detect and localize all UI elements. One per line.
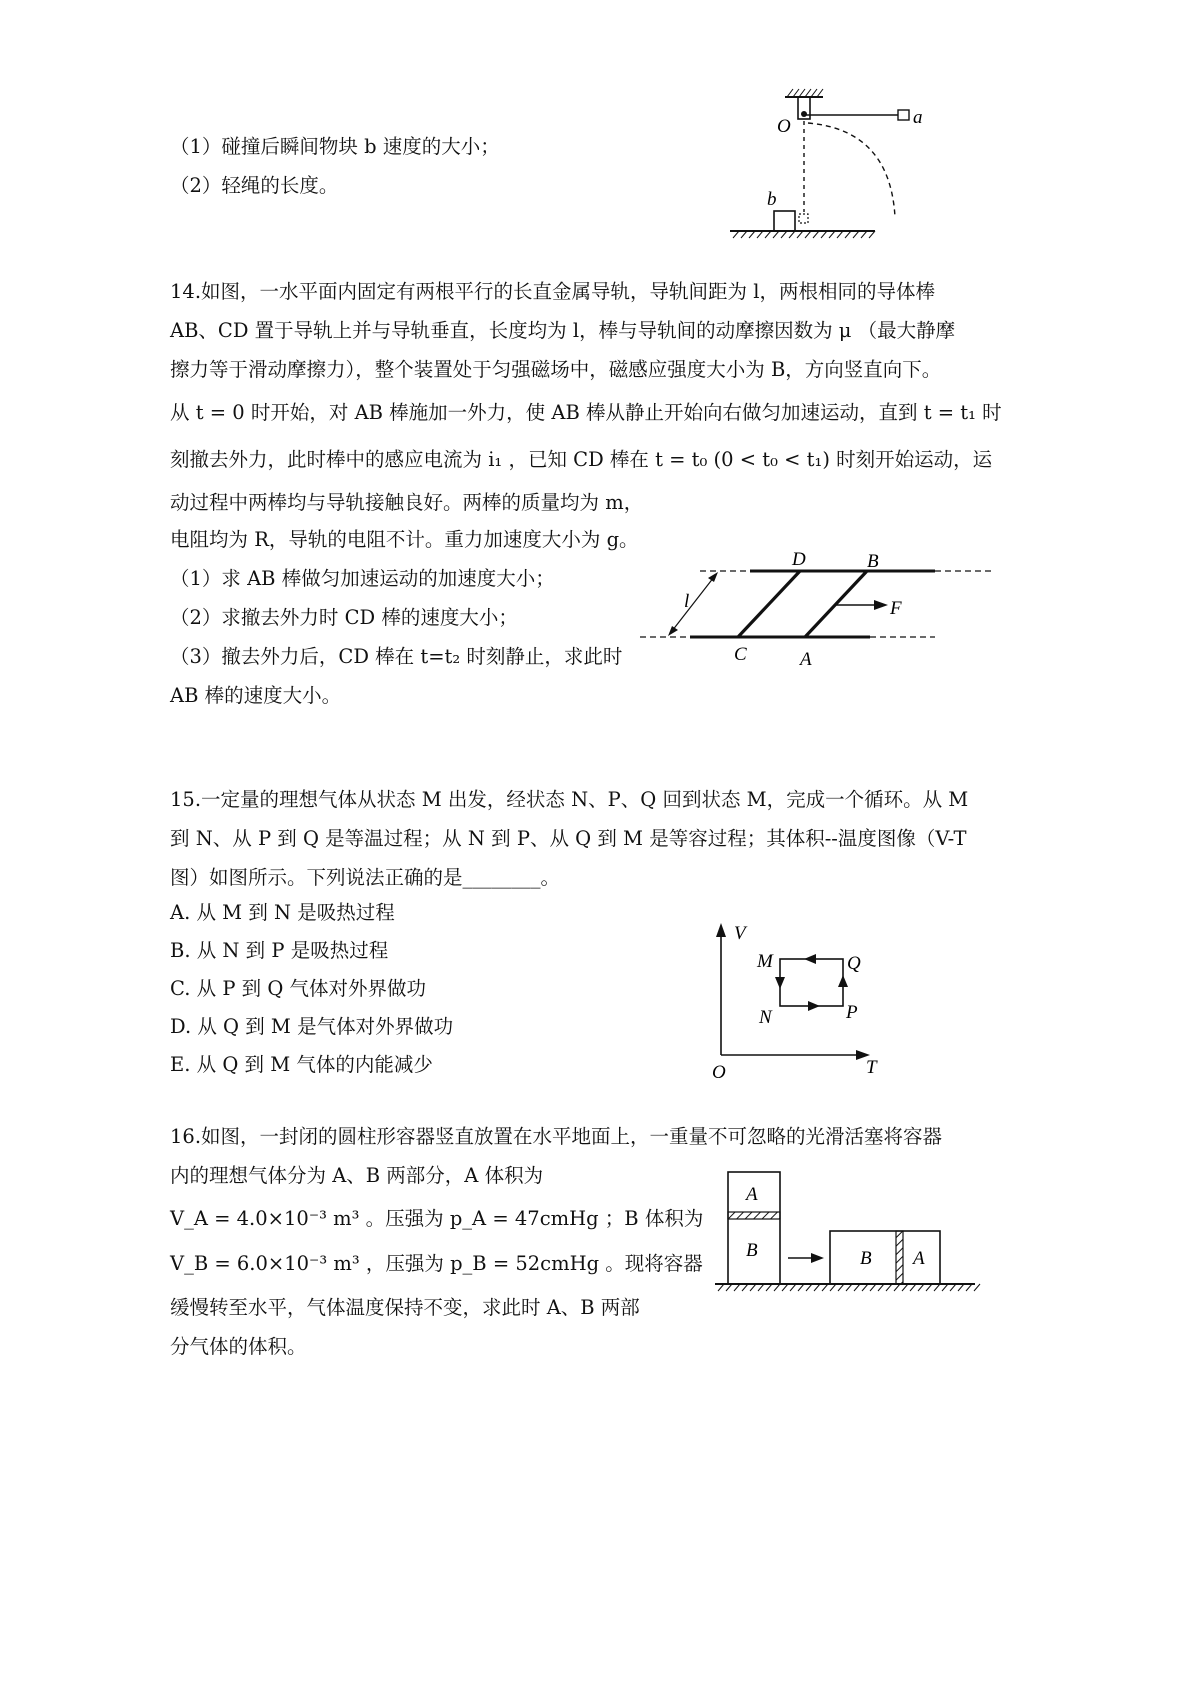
q14-sub3b: AB 棒的速度大小。	[170, 684, 342, 707]
q14-line2: AB、CD 置于导轨上并与导轨垂直，长度均为 l，棒与导轨间的动摩擦因数为 μ （最大静摩	[170, 319, 956, 342]
label-F: F	[890, 598, 902, 619]
q15-line1: 15.一定量的理想气体从状态 M 出发，经状态 N、P、Q 回到状态 M，完成一个循环。从 M	[170, 788, 969, 811]
q16-line3: V_A = 4.0×10⁻³ m³ 。压强为 p_A = 47cmHg ；B 体积为	[170, 1207, 704, 1230]
label-A: A	[800, 649, 812, 670]
label-O: O	[712, 1062, 726, 1083]
q16-line5: 缓慢转至水平，气体温度保持不变，求此时 A、B 两部	[170, 1296, 640, 1319]
q13-sub1: （1）碰撞后瞬间物块 b 速度的大小；	[170, 135, 500, 158]
label-A2: A	[913, 1248, 925, 1269]
q16-line4: V_B = 6.0×10⁻³ m³ ，压强为 p_B = 52cmHg 。现将容器	[170, 1252, 703, 1275]
q14-line4: 从 t = 0 时开始，对 AB 棒施加一外力，使 AB 棒从静止开始向右做匀加速运动，直到 t = t₁ 时	[170, 401, 1002, 424]
q15-line3: 图）如图所示。下列说法正确的是________。	[170, 866, 561, 889]
q13-sub2: （2）轻绳的长度。	[170, 174, 339, 197]
label-C: C	[734, 644, 747, 665]
q14-line1: 14.如图，一水平面内固定有两根平行的长直金属导轨，导轨间距为 l，两根相同的导体棒	[170, 280, 935, 303]
q15-optA: A. 从 M 到 N 是吸热过程	[170, 901, 395, 924]
label-D: D	[792, 549, 806, 570]
q14-line5: 刻撤去外力，此时棒中的感应电流为 i₁ ，已知 CD 棒在 t = t₀ (0 < t₀ < t₁) 时刻开始运动，运	[170, 448, 993, 471]
label-A1: A	[746, 1184, 758, 1205]
q15-optD: D. 从 Q 到 M 是气体对外界做功	[170, 1015, 454, 1038]
label-T: T	[866, 1057, 877, 1078]
q14-line3: 擦力等于滑动摩擦力），整个装置处于匀强磁场中，磁感应强度大小为 B，方向竖直向下。	[170, 358, 942, 381]
q15-optE: E. 从 Q 到 M 气体的内能减少	[170, 1053, 433, 1076]
q14-sub1: （1）求 AB 棒做匀加速运动的加速度大小；	[170, 567, 555, 590]
q14-sub3: （3）撤去外力后，CD 棒在 t=t₂ 时刻静止，求此时	[170, 645, 623, 668]
label-b: b	[767, 189, 777, 210]
label-B2: B	[860, 1248, 872, 1269]
q15-vt-diagram	[700, 915, 900, 1085]
q15-optB: B. 从 N 到 P 是吸热过程	[170, 939, 389, 962]
q16-line1: 16.如图，一封闭的圆柱形容器竖直放置在水平地面上，一重量不可忽略的光滑活塞将容器	[170, 1125, 943, 1148]
label-V: V	[734, 923, 746, 944]
q14-sub2: （2）求撤去外力时 CD 棒的速度大小；	[170, 606, 518, 629]
label-B: B	[867, 551, 879, 572]
q15-line2: 到 N、从 P 到 Q 是等温过程；从 N 到 P、从 Q 到 M 是等容过程；其体积--温度图像（V-T	[170, 827, 967, 850]
q14-rail-figure	[630, 545, 1000, 675]
label-Q: Q	[847, 953, 861, 974]
label-M: M	[757, 951, 773, 972]
q16-container-figure	[710, 1160, 980, 1295]
q16-line6: 分气体的体积。	[170, 1335, 307, 1358]
label-l: l	[684, 591, 690, 612]
q14-line7: 电阻均为 R，导轨的电阻不计。重力加速度大小为 g。	[170, 528, 639, 551]
q16-line2: 内的理想气体分为 A、B 两部分，A 体积为	[170, 1164, 544, 1187]
q14-line6: 动过程中两棒均与导轨接触良好。两棒的质量均为 m，	[170, 491, 644, 514]
label-O: O	[777, 116, 791, 137]
q13-pendulum-figure	[715, 85, 923, 250]
label-B1: B	[746, 1240, 758, 1261]
label-P: P	[846, 1002, 858, 1023]
label-a: a	[913, 107, 923, 128]
q15-optC: C. 从 P 到 Q 气体对外界做功	[170, 977, 427, 1000]
label-N: N	[759, 1007, 772, 1028]
